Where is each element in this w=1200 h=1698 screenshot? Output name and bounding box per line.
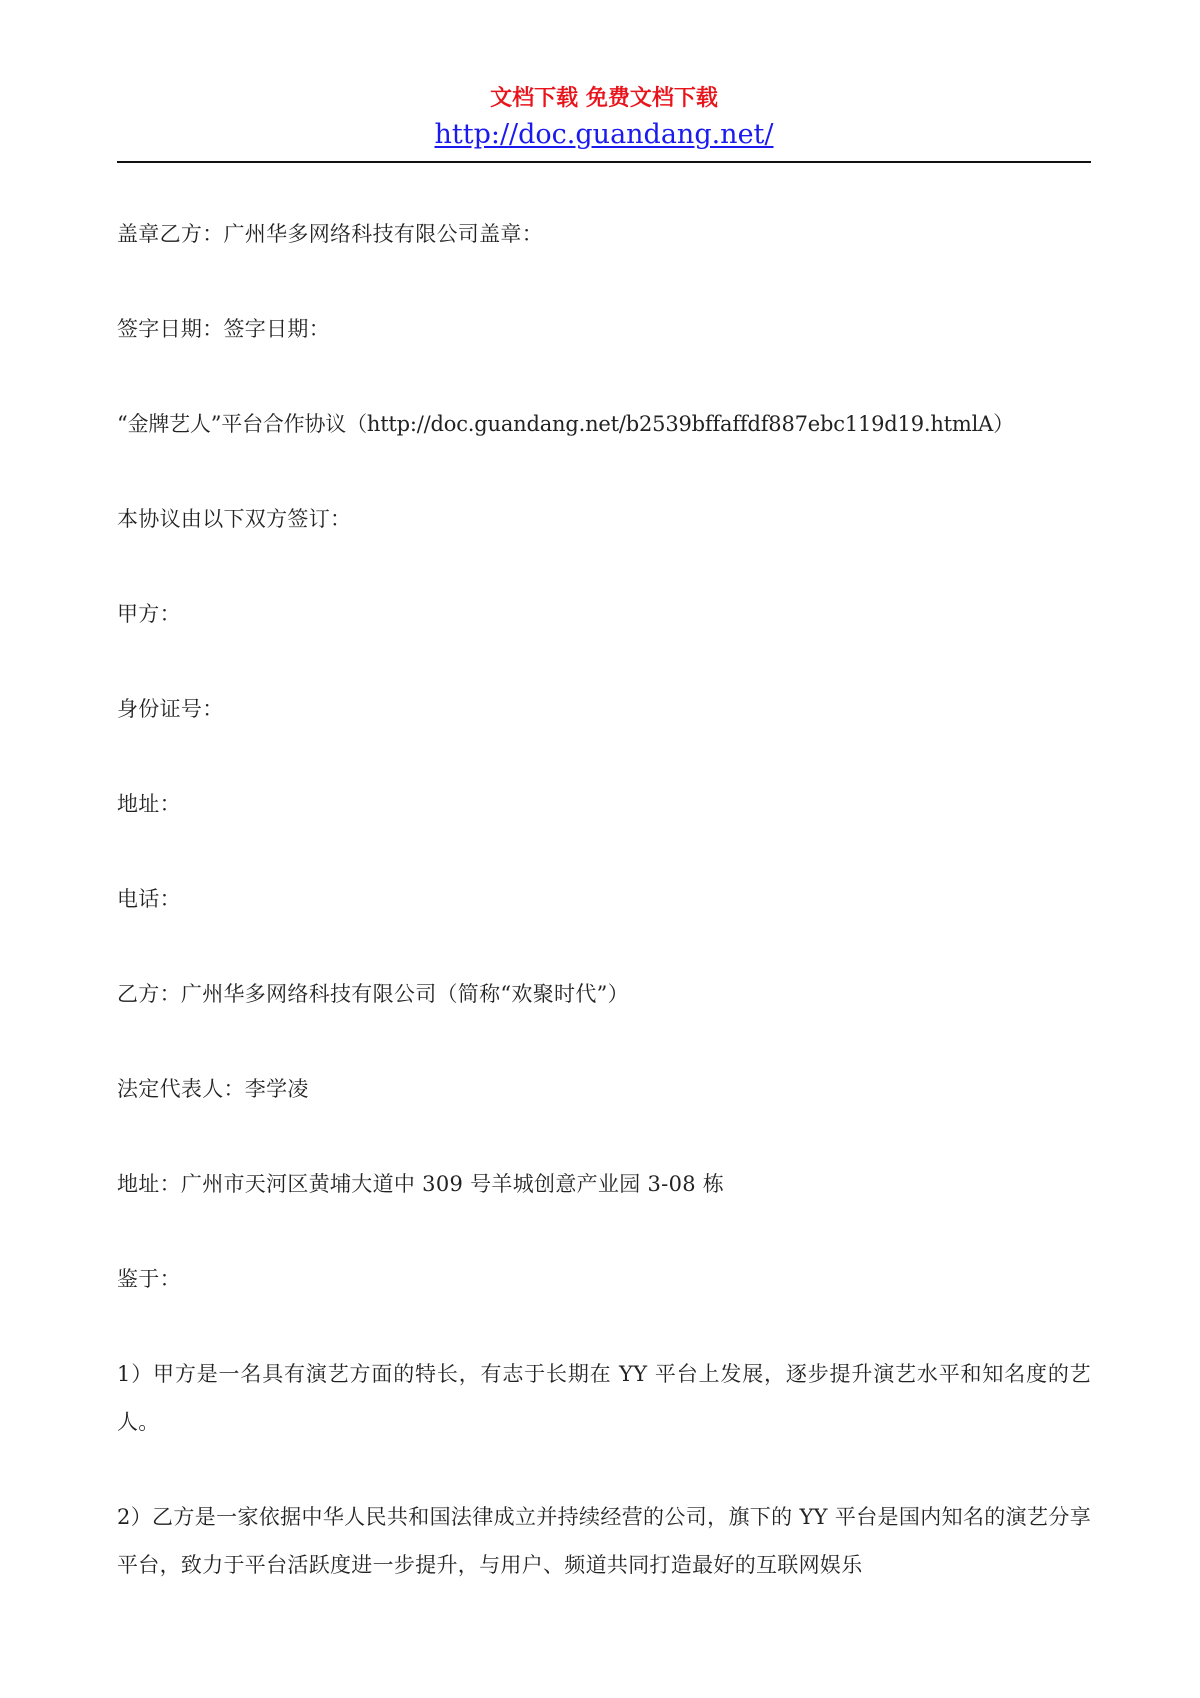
header-title: 文档下载 免费文档下载 [490, 86, 718, 111]
whereas-heading: 鉴于： [117, 1267, 181, 1291]
header-divider [117, 161, 1091, 163]
party-a-line: 甲方： [117, 602, 181, 626]
agreement-title: “金牌艺人”平台合作协议（http://doc.guandang.net/b2539bffaffdf887ebc119d19.htmlA） [117, 412, 1014, 436]
sign-date-line: 签字日期：签字日期： [117, 317, 330, 341]
parties-intro: 本协议由以下双方签订： [117, 507, 352, 531]
party-b-address-line: 地址：广州市天河区黄埔大道中 309 号羊城创意产业园 3-08 栋 [117, 1172, 725, 1196]
whereas-clause-1: 1）甲方是一名具有演艺方面的特长，有志于长期在 YY 平台上发展，逐步提升演艺水平和知名度的艺人。 [117, 1362, 1091, 1434]
page-header [117, 82, 1091, 154]
stamp-line: 盖章乙方：广州华多网络科技有限公司盖章： [117, 222, 543, 246]
party-a-address-line: 地址： [117, 792, 181, 816]
id-number-line: 身份证号： [117, 697, 224, 721]
legal-representative-line: 法定代表人：李学凌 [117, 1077, 309, 1101]
header-link[interactable]: http://doc.guandang.net/ [434, 119, 774, 150]
document-body [117, 210, 1091, 1636]
party-a-phone-line: 电话： [117, 887, 181, 911]
whereas-clause-2: 2）乙方是一家依据中华人民共和国法律成立并持续经营的公司，旗下的 YY 平台是国内知名的演艺分享平台，致力于平台活跃度进一步提升，与用户、频道共同打造最好的互联网娱乐 [117, 1505, 1091, 1577]
party-b-line: 乙方：广州华多网络科技有限公司（简称“欢聚时代”） [117, 982, 629, 1006]
